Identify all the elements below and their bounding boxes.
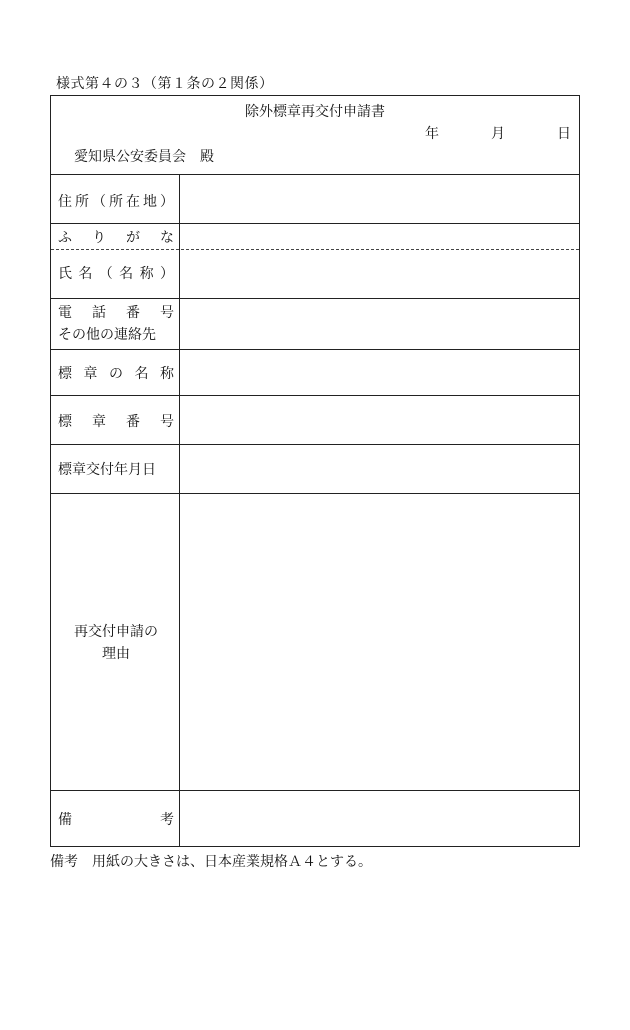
row-divider: [51, 174, 579, 175]
date-year-label: 年: [425, 126, 439, 142]
sign-name-label: 標 章 の 名 称: [58, 366, 174, 382]
application-form: [50, 95, 580, 847]
name-field[interactable]: [181, 251, 577, 297]
form-title: 除外標章再交付申請書: [245, 104, 385, 120]
issue-date-field[interactable]: [181, 446, 577, 492]
column-divider: [179, 174, 180, 846]
address-label: 住 所 （ 所 在 地 ）: [58, 194, 174, 210]
furigana-divider: [51, 249, 579, 250]
reason-label: [58, 621, 174, 665]
row-divider: [51, 223, 579, 224]
addressee-honorific: 殿: [200, 149, 214, 165]
remarks-field[interactable]: [181, 792, 577, 846]
other-contact-label: その他の連絡先: [58, 327, 156, 343]
remarks-label: 備 考: [58, 812, 174, 828]
phone-label: 電 話 番 号: [58, 305, 174, 321]
form-number: 様式第４の３（第１条の２関係）: [56, 76, 274, 92]
addressee: [74, 146, 214, 166]
furigana-label: ふ り が な: [58, 230, 174, 246]
reason-label-line2: 理由: [102, 646, 130, 662]
date-day-label: 日: [557, 126, 571, 142]
row-divider: [51, 395, 579, 396]
date-month-label: 月: [491, 126, 505, 142]
form-header: [51, 96, 579, 174]
row-divider: [51, 493, 579, 494]
date-row: [425, 123, 571, 143]
furigana-field[interactable]: [181, 225, 577, 248]
row-divider: [51, 349, 579, 350]
row-divider: [51, 444, 579, 445]
sign-number-label: 標 章 番 号: [58, 414, 174, 430]
addressee-name: 愛知県公安委員会: [74, 149, 186, 165]
row-divider: [51, 790, 579, 791]
reason-field[interactable]: [181, 495, 577, 789]
issue-date-label: 標章交付年月日: [58, 462, 156, 478]
address-field[interactable]: [181, 176, 577, 222]
sign-name-field[interactable]: [181, 351, 577, 394]
reason-label-line1: 再交付申請の: [74, 624, 158, 640]
row-divider: [51, 298, 579, 299]
phone-field[interactable]: [181, 300, 577, 348]
name-label: 氏 名 （ 名 称 ）: [58, 266, 174, 282]
footnote: 備考 用紙の大きさは、日本産業規格Ａ４とする。: [50, 854, 372, 870]
sign-number-field[interactable]: [181, 397, 577, 443]
